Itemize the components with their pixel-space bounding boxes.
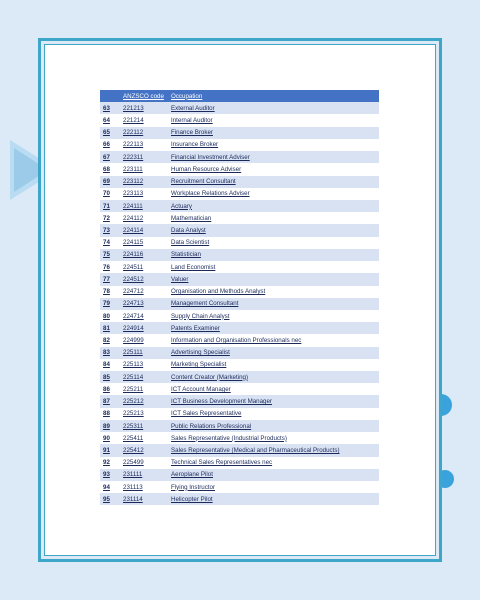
anzsco-code: 224115 [123, 239, 144, 247]
row-number: 80 [103, 312, 110, 320]
table-header-row [100, 90, 379, 102]
occupation-name: ICT Account Manager [171, 385, 231, 393]
occupation-name: Marketing Specialist [171, 361, 227, 369]
row-number: 78 [103, 288, 110, 296]
occupation-name: Sales Representative (Medical and Pharmaceutical Products) [171, 446, 340, 454]
anzsco-code: 225113 [123, 361, 144, 369]
occupation-name: Human Resource Adviser [171, 165, 242, 173]
occupation-name: Actuary [171, 202, 192, 210]
table-row [100, 286, 379, 298]
table-row [100, 347, 379, 359]
table-row [100, 139, 379, 151]
anzsco-code: 224111 [123, 202, 143, 210]
anzsco-code: 225411 [123, 434, 144, 442]
anzsco-code: 223112 [123, 178, 144, 186]
anzsco-code: 225212 [123, 398, 144, 406]
anzsco-code: 225213 [123, 410, 144, 418]
table-row [100, 310, 379, 322]
table-row [100, 334, 379, 346]
occupation-name: Advertising Specialist [171, 349, 230, 357]
occupation-name: Finance Broker [171, 129, 213, 137]
anzsco-code: 225412 [123, 446, 144, 454]
row-number: 71 [103, 202, 110, 210]
occupation-name: Financial Investment Adviser [171, 153, 250, 161]
occupation-name: Valuer [171, 275, 189, 283]
anzsco-code: 223113 [123, 190, 144, 198]
header-number [100, 90, 120, 102]
anzsco-code: 225211 [123, 385, 144, 393]
row-number: 87 [103, 398, 110, 406]
anzsco-code: 224714 [123, 312, 144, 320]
occupation-name: Management Consultant [171, 300, 239, 308]
table-row [100, 493, 379, 505]
header-anzsco-code: ANZSCO code [120, 90, 168, 102]
occupation-name: Content Creator (Marketing) [171, 373, 249, 381]
table-row [100, 432, 379, 444]
table-row [100, 212, 379, 224]
occupation-name: Data Analyst [171, 227, 206, 235]
table-row [100, 200, 379, 212]
table-row [100, 151, 379, 163]
anzsco-code: 224999 [123, 336, 144, 344]
anzsco-code: 224712 [123, 288, 144, 296]
row-number: 95 [103, 495, 110, 503]
row-number: 74 [103, 239, 110, 247]
table-row [100, 261, 379, 273]
row-number: 82 [103, 336, 110, 344]
row-number: 77 [103, 275, 110, 283]
anzsco-code: 225111 [123, 349, 143, 357]
table-row [100, 444, 379, 456]
row-number: 75 [103, 251, 110, 259]
row-number: 93 [103, 471, 110, 479]
occupation-name: ICT Business Development Manager [171, 398, 272, 406]
anzsco-code: 231111 [123, 471, 143, 479]
table-row [100, 371, 379, 383]
table-row [100, 176, 379, 188]
row-number: 76 [103, 263, 110, 271]
occupation-name: Statistician [171, 251, 201, 259]
occupation-name: Patents Examiner [171, 324, 220, 332]
row-number: 73 [103, 227, 110, 235]
anzsco-code: 224112 [123, 214, 144, 222]
anzsco-code: 231113 [123, 483, 143, 491]
table-row [100, 359, 379, 371]
table-row [100, 383, 379, 395]
occupation-name: Mathematician [171, 214, 212, 222]
occupation-name: Insurance Broker [171, 141, 219, 149]
anzsco-code: 225311 [123, 422, 144, 430]
row-number: 83 [103, 349, 110, 357]
row-number: 94 [103, 483, 110, 491]
table-row [100, 224, 379, 236]
occupation-name: Flying Instructor [171, 483, 216, 491]
row-number: 66 [103, 141, 110, 149]
anzsco-code: 224511 [123, 263, 144, 271]
anzsco-code: 224116 [123, 251, 144, 259]
occupation-name: Helicopter Pilot [171, 495, 213, 503]
table-row [100, 457, 379, 469]
row-number: 79 [103, 300, 110, 308]
occupation-name: ICT Sales Representative [171, 410, 242, 418]
table-row [100, 322, 379, 334]
row-number: 72 [103, 214, 110, 222]
occupation-name: Recruitment Consultant [171, 178, 236, 186]
row-number: 89 [103, 422, 110, 430]
table-row [100, 188, 379, 200]
anzsco-code: 222113 [123, 141, 144, 149]
row-number: 85 [103, 373, 110, 381]
occupation-name: Technical Sales Representatives nec [171, 459, 273, 467]
row-number: 68 [103, 165, 110, 173]
table-row [100, 102, 379, 114]
occupation-name: Workplace Relations Adviser [171, 190, 250, 198]
anzsco-code: 225499 [123, 459, 144, 467]
row-number: 92 [103, 459, 110, 467]
table-body [100, 102, 379, 505]
row-number: 69 [103, 178, 110, 186]
anzsco-code: 224512 [123, 275, 144, 283]
table-row [100, 395, 379, 407]
anzsco-code: 223111 [123, 165, 143, 173]
occupation-name: Organisation and Methods Analyst [171, 288, 266, 296]
row-number: 88 [103, 410, 110, 418]
row-number: 90 [103, 434, 110, 442]
occupation-name: Internal Auditor [171, 117, 213, 125]
table-row [100, 469, 379, 481]
anzsco-code: 221213 [123, 104, 144, 112]
row-number: 63 [103, 104, 110, 112]
occupation-name: Data Scientist [171, 239, 210, 247]
anzsco-code: 221214 [123, 117, 144, 125]
table-row [100, 163, 379, 175]
anzsco-code: 224914 [123, 324, 144, 332]
occupation-name: Land Economist [171, 263, 216, 271]
table-row [100, 420, 379, 432]
row-number: 64 [103, 117, 110, 125]
table-row [100, 127, 379, 139]
row-number: 86 [103, 385, 110, 393]
header-occupation: Occupation [168, 90, 379, 102]
occupation-name: Aeroplane Pilot [171, 471, 213, 479]
occupation-name: Sales Representative (Industrial Products) [171, 434, 287, 442]
occupation-name: Public Relations Professional [171, 422, 252, 430]
table-row [100, 408, 379, 420]
row-number: 67 [103, 153, 110, 161]
anzsco-code: 224114 [123, 227, 144, 235]
row-number: 65 [103, 129, 110, 137]
anzsco-code: 222311 [123, 153, 144, 161]
anzsco-code: 224713 [123, 300, 144, 308]
table-row [100, 481, 379, 493]
table-row [100, 114, 379, 126]
row-number: 91 [103, 446, 110, 454]
table-row [100, 237, 379, 249]
anzsco-code: 225114 [123, 373, 144, 381]
anzsco-code: 231114 [123, 495, 143, 503]
occupation-name: Supply Chain Analyst [171, 312, 230, 320]
anzsco-code: 222112 [123, 129, 144, 137]
occupation-name: External Auditor [171, 104, 215, 112]
table-row [100, 298, 379, 310]
table-row [100, 249, 379, 261]
occupation-table [100, 90, 379, 505]
occupation-name: Information and Organisation Professionals nec [171, 336, 302, 344]
row-number: 84 [103, 361, 110, 369]
row-number: 70 [103, 190, 110, 198]
row-number: 81 [103, 324, 110, 332]
table-row [100, 273, 379, 285]
